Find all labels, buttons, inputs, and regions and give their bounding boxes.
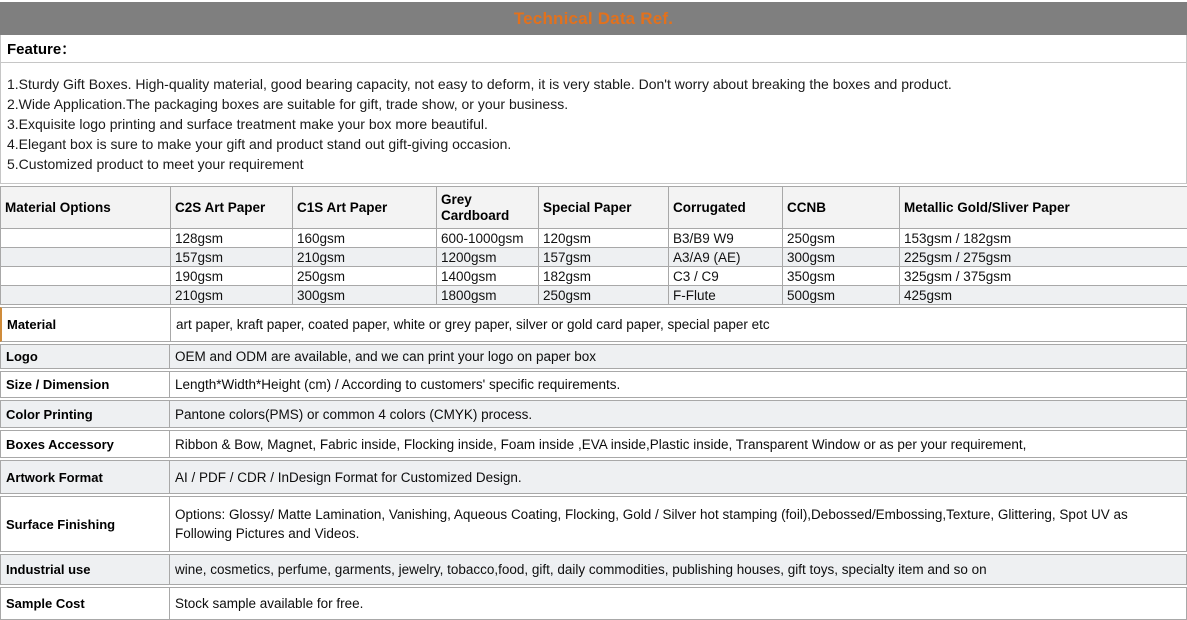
spec-cell: 325gsm / 375gsm (900, 267, 1187, 286)
detail-value: art paper, kraft paper, coated paper, white or grey paper, silver or gold card paper, special paper etc (176, 317, 770, 332)
spec-cell (1, 229, 171, 248)
detail-value: Options: Glossy/ Matte Lamination, Vanishing, Aqueous Coating, Flocking, Gold / Silver hot stamping (foil),Debossed/Embossing,Texture, Glittering, Spot UV as Following Pictures and Videos. (175, 507, 1128, 541)
detail-label: Surface Finishing (1, 497, 170, 551)
detail-label: Industrial use (1, 555, 170, 584)
detail-row (0, 430, 1187, 458)
feature-item: 5.Customized product to meet your requirement (7, 156, 304, 172)
spec-col-header: Corrugated (669, 187, 783, 229)
spec-col-header: Metallic Gold/Sliver Paper (900, 187, 1187, 229)
section-title-bar (0, 2, 1187, 35)
spec-cell: 210gsm (293, 248, 437, 267)
spec-cell: 128gsm (171, 229, 293, 248)
spec-cell (1, 267, 171, 286)
detail-value: Ribbon & Bow, Magnet, Fabric inside, Flocking inside, Foam inside ,EVA inside,Plastic inside, Transparent Window or as per your requirement, (175, 436, 1027, 452)
spec-col-header: Grey Cardboard (437, 187, 539, 229)
detail-row (0, 496, 1187, 552)
spec-cell: 350gsm (783, 267, 900, 286)
spec-cell: 225gsm / 275gsm (900, 248, 1187, 267)
detail-row (0, 460, 1187, 494)
spec-cell: 300gsm (293, 286, 437, 305)
spec-cell: 120gsm (539, 229, 669, 248)
spec-col-header: Material Options (1, 187, 171, 229)
spec-cell: 250gsm (539, 286, 669, 305)
spec-table-body (1, 229, 1187, 305)
detail-row (0, 400, 1187, 428)
spec-cell: 300gsm (783, 248, 900, 267)
spec-cell: 157gsm (539, 248, 669, 267)
detail-value: OEM and ODM are available, and we can print your logo on paper box (175, 349, 596, 364)
spec-cell: 1800gsm (437, 286, 539, 305)
spec-col-header: C1S Art Paper (293, 187, 437, 229)
detail-value: wine, cosmetics, perfume, garments, jewelry, tobacco,food, gift, daily commodities, publishing houses, gift toys, specialty item and so on (175, 562, 987, 577)
spec-cell: 190gsm (171, 267, 293, 286)
detail-label: Sample Cost (1, 588, 170, 619)
spec-cell: B3/B9 W9 (669, 229, 783, 248)
spec-cell: 182gsm (539, 267, 669, 286)
spec-cell: 1200gsm (437, 248, 539, 267)
spec-cell: 250gsm (783, 229, 900, 248)
spec-cell (1, 286, 171, 305)
spec-cell: A3/A9 (AE) (669, 248, 783, 267)
detail-value: Stock sample available for free. (175, 596, 364, 611)
spec-cell: 160gsm (293, 229, 437, 248)
feature-item: 3.Exquisite logo printing and surface treatment make your box more beautiful. (7, 116, 488, 132)
detail-row (0, 554, 1187, 585)
spec-col-header: CCNB (783, 187, 900, 229)
spec-header-row (1, 187, 1187, 229)
feature-item: 1.Sturdy Gift Boxes. High-quality material, good bearing capacity, not easy to deform, it is very stable. Don't worry about breaking the boxes and product. (7, 76, 952, 92)
spec-cell: F-Flute (669, 286, 783, 305)
detail-label: Color Printing (1, 401, 170, 427)
spec-cell: 600-1000gsm (437, 229, 539, 248)
detail-label: Artwork Format (1, 461, 170, 493)
spec-cell: C3 / C9 (669, 267, 783, 286)
spec-cell (1, 248, 171, 267)
detail-value: Length*Width*Height (cm) / According to customers' specific requirements. (175, 377, 621, 392)
spec-cell: 250gsm (293, 267, 437, 286)
spec-row (1, 229, 1187, 248)
detail-value: Pantone colors(PMS) or common 4 colors (CMYK) process. (175, 406, 533, 422)
feature-heading: Feature： (7, 41, 77, 58)
spec-col-header: Special Paper (539, 187, 669, 229)
spec-cell: 500gsm (783, 286, 900, 305)
spec-cell: 1400gsm (437, 267, 539, 286)
detail-row (0, 371, 1187, 398)
detail-row (0, 587, 1187, 620)
spec-cell: 210gsm (171, 286, 293, 305)
detail-rows (0, 307, 1187, 620)
detail-row (0, 344, 1187, 369)
feature-item: 2.Wide Application.The packaging boxes are suitable for gift, trade show, or your business. (7, 96, 569, 112)
spec-row (1, 267, 1187, 286)
detail-row (0, 307, 1187, 342)
detail-value: AI / PDF / CDR / InDesign Format for Customized Design. (175, 469, 522, 485)
page-title: Technical Data Ref. (513, 8, 674, 28)
spec-col-header: C2S Art Paper (171, 187, 293, 229)
detail-label: Material (2, 308, 171, 341)
feature-item: 4.Elegant box is sure to make your gift and product stand out gift-giving occasion. (7, 136, 512, 152)
material-options-table (0, 186, 1187, 305)
feature-list (0, 63, 1187, 184)
feature-heading-row (0, 35, 1187, 63)
detail-label: Boxes Accessory (1, 431, 170, 457)
spec-cell: 153gsm / 182gsm (900, 229, 1187, 248)
spec-row (1, 248, 1187, 267)
detail-label: Size / Dimension (1, 372, 170, 397)
spec-cell: 425gsm (900, 286, 1187, 305)
spec-row (1, 286, 1187, 305)
detail-label: Logo (1, 345, 170, 368)
spec-cell: 157gsm (171, 248, 293, 267)
